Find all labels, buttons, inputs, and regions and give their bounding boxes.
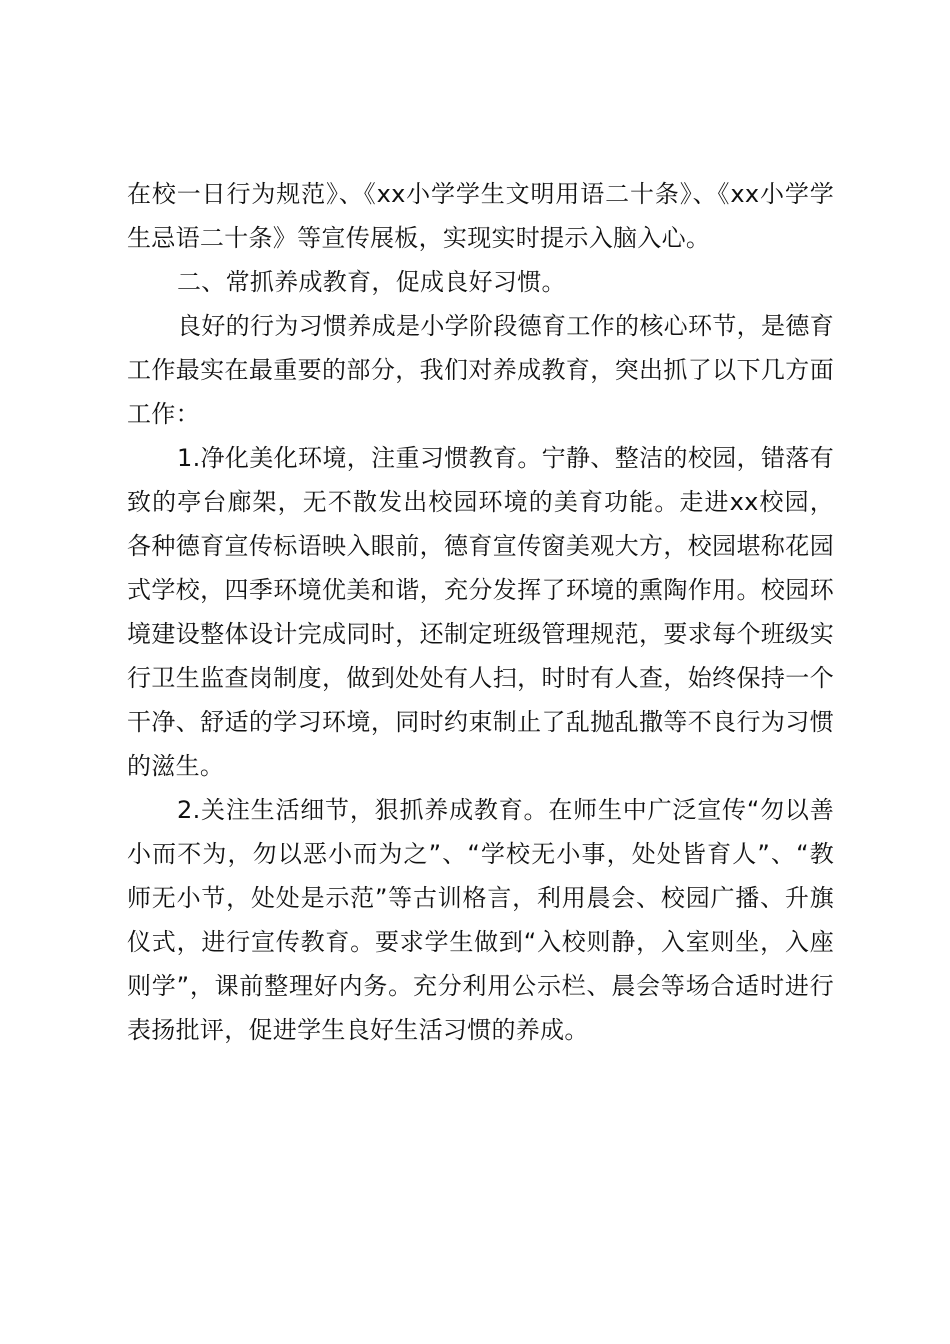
document-body (127, 172, 834, 1052)
paragraph-item-2: 2.关注生活细节，狠抓养成教育。在师生中广泛宣传“勿以善小而不为，勿以恶小而为之”、“学校无小事，处处皆育人”、“教师无小节，处处是示范”等古训格言，利用晨会、校园广播、升旗仪式，进行宣传教育。要求学生做到“入校则静，入室则坐，入座则学”，课前整理好内务。充分利用公示栏、晨会等场合适时进行表扬批评，促进学生良好生活习惯的养成。 (127, 796, 834, 1044)
paragraph-item-1: 1.净化美化环境，注重习惯教育。宁静、整洁的校园，错落有致的亭台廊架，无不散发出校园环境的美育功能。走进xx校园，各种德育宣传标语映入眼前，德育宣传窗美观大方，校园堪称花园式学校，四季环境优美和谐，充分发挥了环境的熏陶作用。校园环境建设整体设计完成同时，还制定班级管理规范，要求每个班级实行卫生监查岗制度，做到处处有人扫，时时有人查，始终保持一个干净、舒适的学习环境，同时约束制止了乱抛乱撒等不良行为习惯的滋生。 (127, 444, 834, 780)
paragraph-intro: 良好的行为习惯养成是小学阶段德育工作的核心环节，是德育工作最实在最重要的部分，我们对养成教育，突出抓了以下几方面工作： (127, 312, 834, 428)
section-heading: 二、常抓养成教育，促成良好习惯。 (177, 268, 566, 296)
paragraph-continuation: 在校一日行为规范》、《xx小学学生文明用语二十条》、《xx小学学生忌语二十条》等宣传展板，实现实时提示入脑入心。 (127, 180, 834, 252)
